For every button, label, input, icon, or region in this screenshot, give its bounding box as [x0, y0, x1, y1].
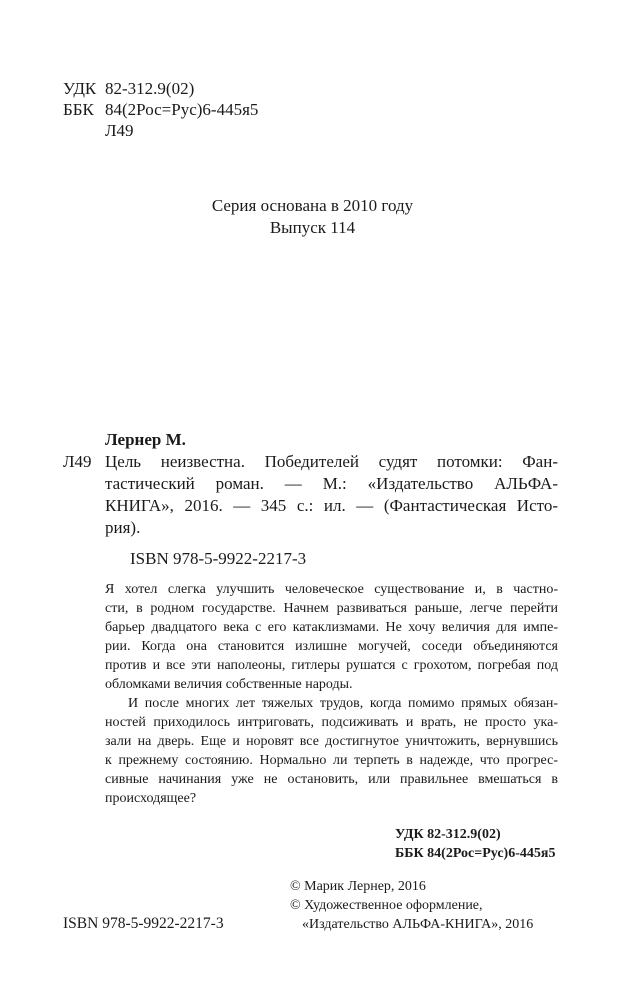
biblio-line-3: КНИГА», 2016. — 345 с.: ил. — (Фантастическая Исто- — [105, 496, 558, 515]
annotation-line: ностей приходилось интриговать, подсиживать и врать, не просто ука- — [105, 715, 558, 730]
annotation-line: обломками величия собственные народы. — [105, 677, 353, 692]
annotation-line: против и все эти наполеоны, гитлеры рушатся с грохотом, погребая под — [105, 658, 558, 673]
copyright-publisher: «Издательство АЛЬФА-КНИГА», 2016 — [302, 917, 534, 932]
annotation-line: сивные начинания уже не остановить, или правильнее вмешаться в — [105, 772, 558, 787]
annotation-line: рии. Когда она становится излишне могучей, соседи объединяются — [105, 639, 558, 654]
annotation-line: зали на дверь. Еще и норовят все достигнутое уничтожить, вернувшись — [105, 734, 558, 749]
biblio-line-2: тастический роман. — М.: «Издательство АЛЬФА- — [105, 474, 558, 493]
copyright-design: © Художественное оформление, — [290, 898, 483, 913]
annotation-line: к прежнему состоянию. Нормально ли терпеть в надежде, что прогрес- — [105, 753, 558, 768]
biblio-isbn: ISBN 978-5-9922-2217-3 — [130, 549, 307, 568]
annotation-line: Я хотел слегка улучшить человеческое существование и, в частно- — [105, 582, 558, 597]
annotation-line: барьер двадцатого века с его катаклизмами. Не хочу величия для импе- — [105, 620, 558, 635]
bbk-value: 84(2Рос=Рус)6-445я5 — [105, 100, 259, 119]
biblio-line-1: Цель неизвестна. Победителей судят потомки: Фан- — [105, 452, 558, 471]
udk-value: 82-312.9(02) — [105, 79, 195, 98]
annotation-line: сти, в родном государстве. Начнем развиваться раньше, легче перейти — [105, 601, 558, 616]
author-mark: Л49 — [105, 121, 134, 140]
author-name: Лернер М. — [105, 430, 186, 449]
series-founded: Серия основана в 2010 году — [211, 196, 414, 215]
bbk-label: ББК — [63, 100, 94, 119]
footer-isbn: ISBN 978-5-9922-2217-3 — [63, 915, 224, 932]
annotation-line: И после многих лет тяжелых трудов, когда помимо прямых обязан- — [128, 696, 558, 711]
bbk-bold: ББК 84(2Рос=Рус)6-445я5 — [395, 846, 556, 861]
copyright-author: © Марик Лернер, 2016 — [290, 879, 426, 894]
biblio-mark: Л49 — [63, 452, 92, 471]
series-issue: Выпуск 114 — [269, 218, 356, 237]
biblio-line-4: рия). — [105, 518, 141, 537]
annotation-line: происходящее? — [105, 791, 197, 806]
udk-bold: УДК 82-312.9(02) — [395, 827, 501, 842]
udk-label: УДК — [63, 79, 97, 98]
